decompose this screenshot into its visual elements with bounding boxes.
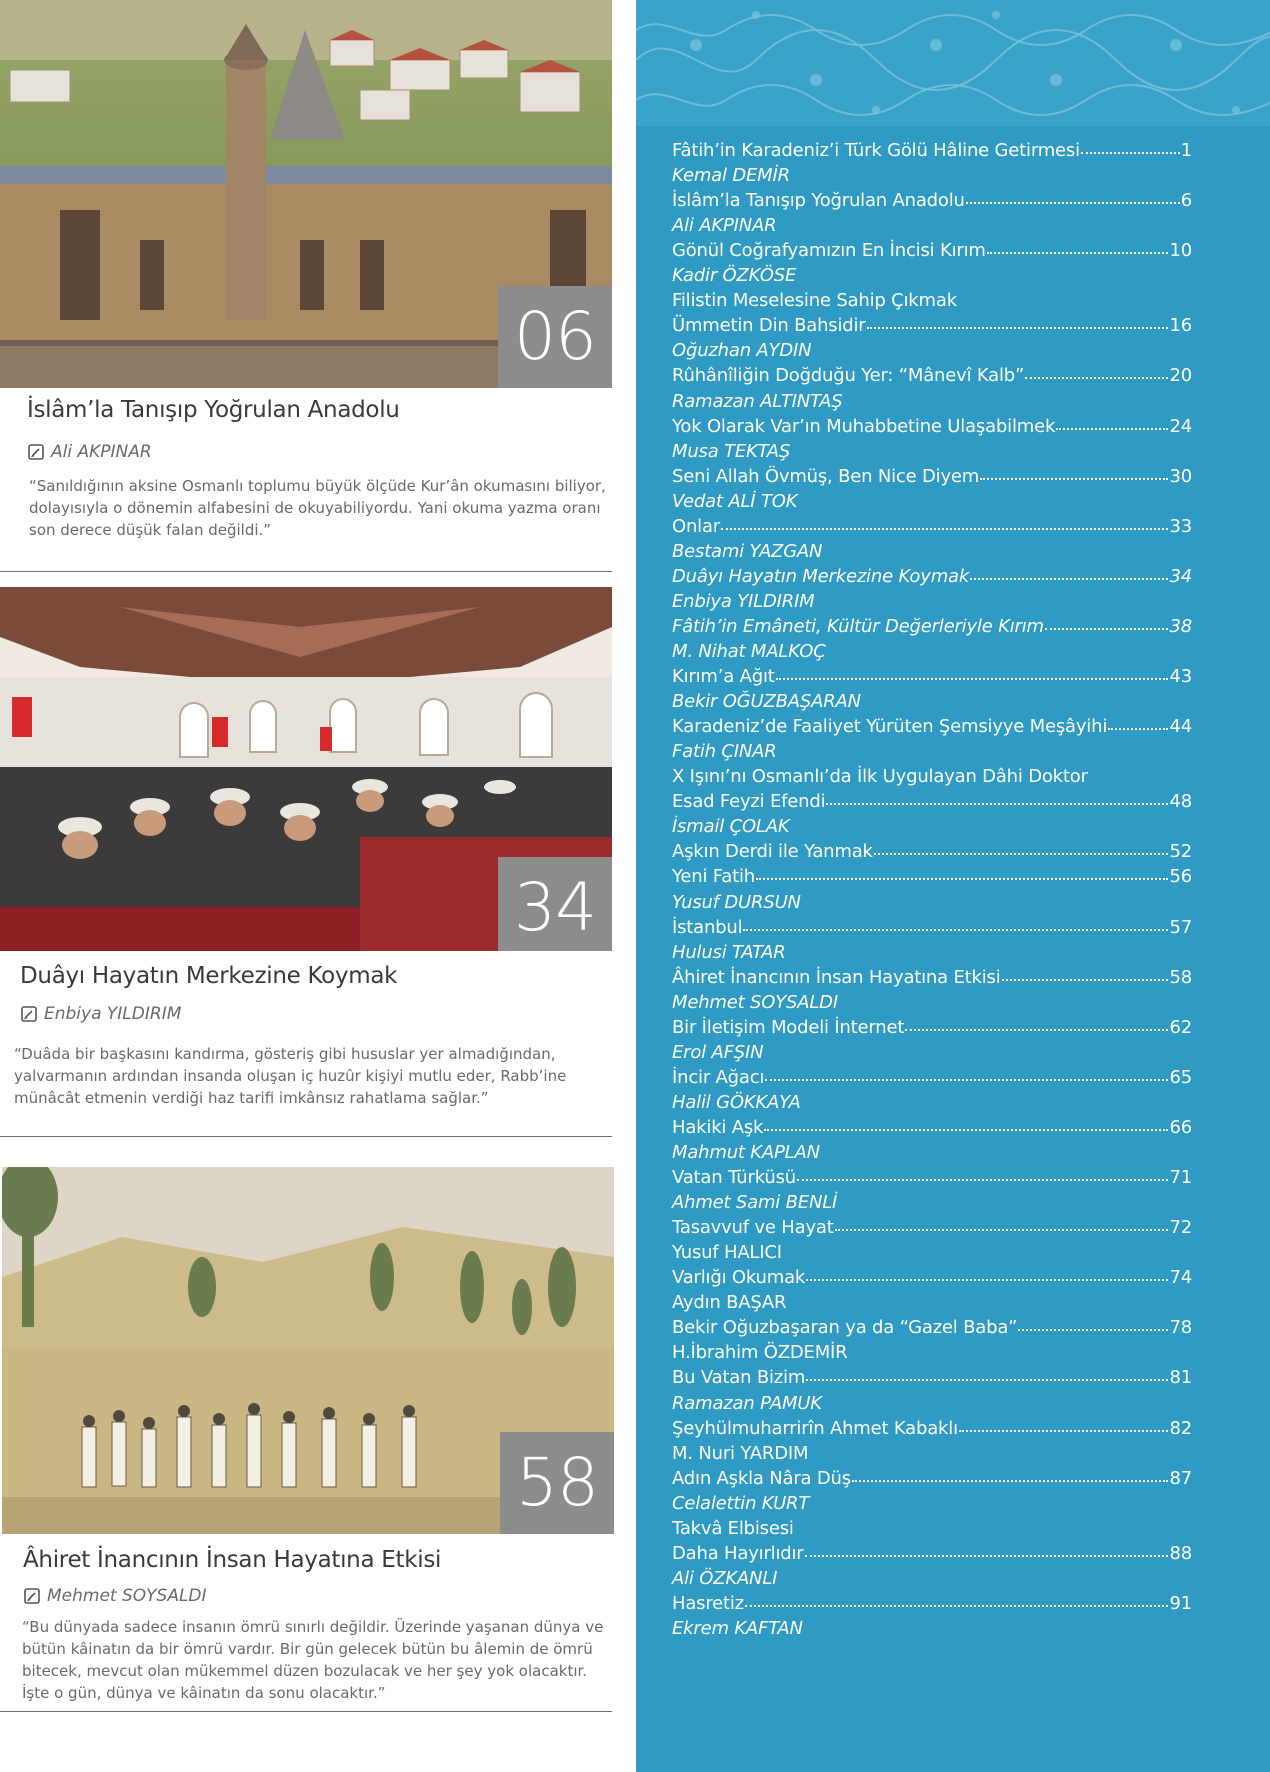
feature-2-author [21,1004,181,1024]
feature-2-author-name: Enbiya YILDIRIM [44,1004,182,1024]
toc-page-number: 58 [1169,966,1192,988]
toc-page-number: 87 [1169,1467,1192,1489]
toc-page-number: 88 [1169,1542,1192,1564]
toc-leader-dots [966,188,1180,204]
toc-entry[interactable] [672,516,1192,537]
toc-line: H.İbrahim ÖZDEMİR [672,1342,848,1364]
toc-entry-title: Ümmetin Din Bahsidir [672,315,866,337]
toc-page-number: 38 [1169,615,1192,637]
feature-3-author [24,1586,207,1606]
feature-2-photo [0,587,612,951]
toc-entry-title: Fâtih’in Emâneti, Kültür Değerleriyle Kırım [672,615,1044,637]
toc-entry-title: Fâtih’in Karadeniz’i Türk Gölü Hâline Getirmesi [672,140,1080,161]
toc-entry[interactable] [672,1017,1192,1038]
toc-leader-dots [743,915,1168,931]
toc-leader-dots [1002,965,1169,981]
toc-entry-title: Adın Aşkla Nâra Düş [672,1467,851,1489]
toc-page-number: 52 [1169,841,1192,863]
toc-leader-dots [797,1165,1169,1181]
toc-entry-title: Tasavvuf ve Hayat [672,1217,834,1239]
feature-3-author-name: Mehmet SOYSALDI [47,1586,207,1606]
feature-2-page-number: 34 [498,857,612,951]
toc-page-number: 65 [1169,1066,1192,1088]
toc-entry-title: Varlığı Okumak [672,1267,806,1289]
toc-entry-title: Âhiret İnancının İnsan Hayatına Etkisi [672,966,1001,988]
feature-1-page-number: 06 [498,286,612,388]
toc-page-number: 33 [1169,515,1192,537]
toc-page-number: 66 [1169,1116,1192,1138]
toc-leader-dots [745,1591,1169,1607]
toc-author: Enbiya YILDIRIM [672,590,815,612]
toc-entry[interactable] [672,190,1192,211]
toc-leader-dots [905,1015,1168,1031]
toc-entry[interactable] [672,140,1192,161]
feature-1-author-name: Ali AKPINAR [51,442,152,462]
toc-entry-title: Duâyı Hayatın Merkezine Koymak [672,565,970,587]
toc-entry[interactable] [672,1067,1192,1088]
toc-entry-title: Daha Hayırlıdır [672,1542,804,1564]
toc-leader-dots [867,313,1169,329]
toc-entry-title: Kırım’a Ağıt [672,666,775,688]
toc-page-number: 74 [1169,1267,1192,1289]
toc-page-number: 62 [1169,1016,1192,1038]
toc-leader-dots [826,789,1168,805]
toc-entry-title: Rûhânîliğin Doğduğu Yer: “Mânevî Kalb” [672,365,1025,387]
toc-author: Ali AKPINAR [672,215,777,237]
floral-pattern-icon [636,0,1270,126]
toc-leader-dots [1056,414,1168,430]
toc-entry[interactable] [672,1468,1192,1489]
toc-author: Oğuzhan AYDIN [672,340,812,362]
toc-page-number: 10 [1169,240,1192,262]
toc-author: Ahmet Sami BENLİ [672,1192,838,1214]
toc-entry-title: Hasretiz [672,1592,744,1614]
toc-entry-title: Seni Allah Övmüş, Ben Nice Diyem [672,465,980,487]
toc-leader-dots [1081,138,1180,154]
toc-author: Ali ÖZKANLI [672,1567,778,1589]
toc-page-number: 30 [1169,465,1192,487]
toc-leader-dots [765,1065,1168,1081]
pen-icon [28,444,44,460]
toc-page-number: 71 [1169,1167,1192,1189]
toc-entry[interactable] [672,1593,1192,1614]
toc-page-number: 72 [1169,1217,1192,1239]
toc-leader-dots [1045,614,1169,630]
toc-author: Bekir OĞUZBAŞARAN [672,691,861,713]
toc-entry[interactable] [672,1167,1192,1188]
toc-leader-dots [980,464,1168,480]
toc-page-number: 34 [1169,565,1192,587]
toc-line: X Işını’nı Osmanlı’da İlk Uygulayan Dâhi Doktor [672,766,1088,788]
toc-entry[interactable] [672,240,1192,261]
toc-author: Vedat ALİ TOK [672,490,798,512]
toc-entry-title: Karadeniz’de Faaliyet Yürüten Şemsiyye Meşâyihi [672,716,1108,738]
toc-leader-dots [874,839,1169,855]
toc-entry[interactable] [672,365,1192,386]
toc-entry[interactable] [672,666,1192,687]
toc-line: Filistin Meselesine Sahip Çıkmak [672,290,957,312]
pen-icon [24,1588,40,1604]
toc-page-number: 24 [1169,415,1192,437]
toc-author: Ekrem KAFTAN [672,1617,803,1639]
toc-author: Ramazan ALTINTAŞ [672,390,843,412]
toc-entry[interactable] [672,917,1192,938]
toc-author: Kemal DEMİR [672,165,790,187]
toc-author: Kadir ÖZKÖSE [672,265,797,287]
toc-page-number: 20 [1169,365,1192,387]
toc-entry-title: Gönül Coğrafyamızın En İncisi Kırım [672,240,986,262]
toc-entry[interactable] [672,1117,1192,1138]
toc-leader-dots [805,1541,1169,1557]
toc-page-number: 43 [1169,666,1192,688]
toc-leader-dots [1025,363,1168,379]
toc-entry[interactable] [672,416,1192,437]
toc-entry[interactable] [672,1317,1192,1338]
toc-page-number: 81 [1169,1367,1192,1389]
toc-leader-dots [959,1416,1169,1432]
toc-entry-title: İstanbul [672,916,743,938]
feature-1-author [28,442,152,462]
toc-entry[interactable] [672,466,1192,487]
toc-author: Halil GÖKKAYA [672,1091,801,1113]
toc-leader-dots [835,1215,1169,1231]
toc-entry-title: İncir Ağacı [672,1066,765,1088]
toc-leader-dots [1108,714,1168,730]
toc-entry-title: Şeyhülmuharrirîn Ahmet Kabaklı [672,1417,958,1439]
toc-page-number: 78 [1169,1317,1192,1339]
feature-1-title[interactable]: İslâm’la Tanışıp Yoğrulan Anadolu [27,397,400,423]
toc-entry[interactable] [672,1367,1192,1388]
toc-entry[interactable] [672,841,1192,862]
toc-author: Mahmut KAPLAN [672,1142,820,1163]
toc-line: M. Nuri YARDIM [672,1442,809,1464]
toc-entry-title: Esad Feyzi Efendi [672,791,826,813]
toc-entry[interactable] [672,791,1192,812]
toc-entry[interactable] [672,616,1192,637]
toc-leader-dots [721,514,1168,530]
toc-page-number: 82 [1169,1417,1192,1439]
toc-author: Fatih ÇINAR [672,741,777,763]
toc-page-number: 48 [1169,791,1192,813]
toc-line: Takvâ Elbisesi [672,1517,794,1539]
feature-2-quote: “Duâda bir başkasını kandırma, gösteriş gibi hususlar yer almadığından, yalvarmanın ardından insanda oluşan iç huzûr kişiyi mutlu eder, Rabb’ine münâcât etmenin verdiği haz tarifi imkânsız rahatlama sağlar.” [14,1045,567,1107]
toc-page-number: 16 [1169,315,1192,337]
toc-leader-dots [970,564,1168,580]
toc-leader-dots [852,1466,1169,1482]
toc-author: Musa TEKTAŞ [672,440,791,462]
toc-entry-title: Onlar [672,515,721,537]
toc-leader-dots [776,664,1169,680]
table-of-contents-panel [636,0,1270,1772]
toc-entry-title: Yok Olarak Var’ın Muhabbetine Ulaşabilmek [672,415,1056,437]
toc-entry-title: Yeni Fatih [672,866,756,888]
toc-entry[interactable] [672,1217,1192,1238]
toc-entry[interactable] [672,716,1192,737]
toc-entry-title: İslâm’la Tanışıp Yoğrulan Anadolu [672,190,965,212]
toc-leader-dots [806,1265,1168,1281]
toc-entry[interactable] [672,566,1192,587]
toc-page-number: 56 [1169,866,1192,888]
pen-icon [21,1006,37,1022]
toc-author: İsmail ÇOLAK [672,816,790,838]
toc-entry-title: Bu Vatan Bizim [672,1367,806,1389]
toc-entry[interactable] [672,866,1192,887]
toc-page-number: 91 [1169,1592,1192,1614]
feature-1-quote: “Sanıldığının aksine Osmanlı toplumu büyük ölçüde Kur’ân okumasını biliyor, dolayısıyla o dönemin alfabesini de okuyabiliyordu. Yani okuma yazma oranı son derece düşük falan değildi.” [29,477,606,539]
toc-page-number: 1 [1180,140,1192,161]
toc-entry[interactable] [672,967,1192,988]
toc-entry-title: Bekir Oğuzbaşaran ya da “Gazel Baba” [672,1317,1018,1339]
toc-leader-dots [987,238,1169,254]
feature-2-title[interactable]: Duâyı Hayatın Merkezine Koymak [20,963,398,989]
toc-line: Yusuf HALICI [672,1242,782,1264]
toc-entry-title: Hakiki Aşk [672,1116,764,1138]
toc-leader-dots [1018,1315,1168,1331]
feature-2-divider [0,1136,612,1137]
feature-3-title[interactable]: Âhiret İnancının İnsan Hayatına Etkisi [23,1547,442,1573]
toc-entry[interactable] [672,1267,1192,1288]
toc-page-number: 6 [1180,190,1192,212]
feature-1-photo [0,0,612,388]
toc-author: Erol AFŞIN [672,1041,764,1063]
toc-line: Aydın BAŞAR [672,1292,787,1314]
toc-entry[interactable] [672,1418,1192,1439]
toc-author: Bestami YAZGAN [672,540,823,562]
toc-leader-dots [756,864,1168,880]
toc-author: M. Nihat MALKOÇ [672,641,826,662]
toc-page-number: 44 [1169,716,1192,738]
toc-author: Mehmet SOYSALDI [672,991,838,1013]
toc-author: Celalettin KURT [672,1492,810,1514]
toc-leader-dots [806,1365,1168,1381]
toc-entry-title: Vatan Türküsü [672,1167,796,1189]
toc-entry-title: Bir İletişim Modeli İnternet [672,1016,905,1038]
toc-entry-title: Aşkın Derdi ile Yanmak [672,841,873,863]
toc-page-number: 57 [1169,916,1192,938]
feature-1-divider [0,571,612,572]
feature-3-divider [0,1711,612,1712]
toc-entry[interactable] [672,1543,1192,1564]
toc-author: Hulusi TATAR [672,941,786,963]
feature-3-page-number: 58 [500,1432,614,1534]
toc-author: Ramazan PAMUK [672,1392,822,1414]
feature-3-photo [2,1167,614,1534]
toc-author: Yusuf DURSUN [672,891,801,913]
feature-3-quote: “Bu dünyada sadece insanın ömrü sınırlı değildir. Üzerinde yaşanan dünya ve bütün kâinatın da bir ömrü vardır. Bir gün gelecek bütün bu âlemin de ömrü bitecek, mevcut olan mükemmel düzen bozulacak ve her şey yok olacaktır. İşte o gün, dünya ve kâinatın da sonu olacaktır.” [22,1618,604,1702]
toc-entry[interactable] [672,315,1192,336]
toc-leader-dots [764,1115,1168,1131]
